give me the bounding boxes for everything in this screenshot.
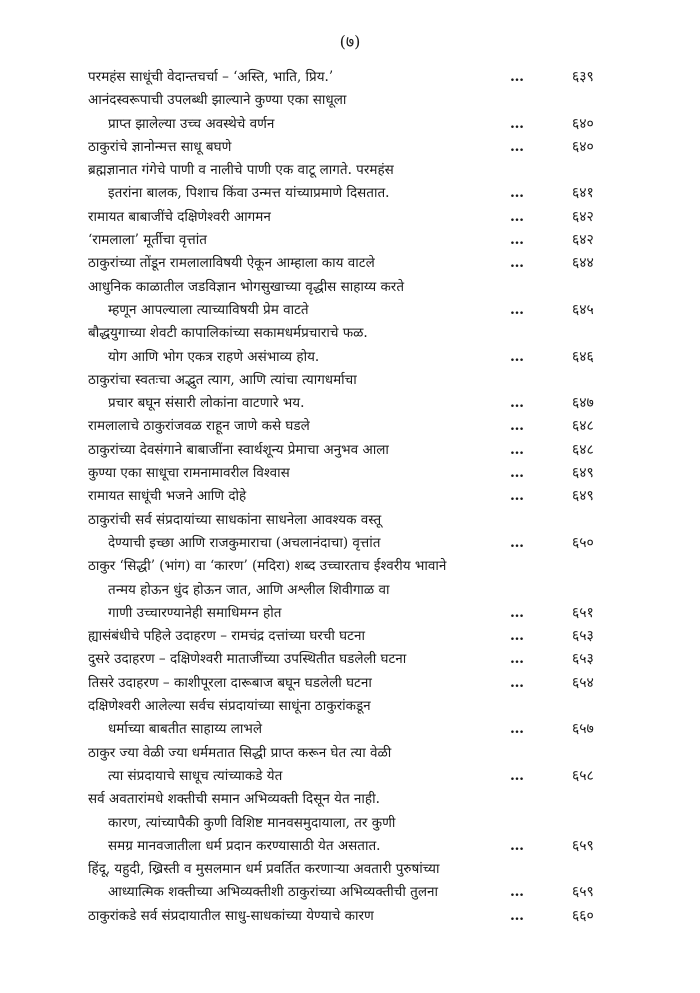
toc-page-number: ६३९	[572, 69, 594, 85]
toc-entry	[88, 672, 648, 695]
toc-leader-dots: …	[510, 604, 525, 621]
table-of-contents	[88, 66, 648, 928]
toc-entry-line: ठाकुर ज्या वेळी ज्या धर्ममतात सिद्धी प्राप्त करून घेत त्या वेळी	[88, 744, 392, 761]
toc-leader-dots: …	[510, 348, 525, 365]
toc-entry-line: समग्र मानवजातीला धर्म प्रदान करण्यासाठी येत असतात.	[108, 837, 381, 854]
toc-entry-line: धर्माच्या बाबतीत साहाय्य लाभले	[108, 721, 263, 738]
toc-entry	[88, 206, 648, 229]
toc-entry-line: इतरांना बालक, पिशाच किंवा उन्मत्त यांच्याप्रमाणे दिसतात.	[108, 185, 390, 202]
toc-leader-dots: …	[510, 651, 525, 668]
toc-page-number: ६५९	[572, 884, 594, 901]
toc-entry-line: प्रचार बघून संसारी लोकांना वाटणारे भय.	[108, 395, 305, 412]
toc-leader-dots: …	[510, 208, 525, 225]
toc-leader-dots: …	[510, 628, 525, 645]
toc-entry-line: योग आणि भोग एकत्र राहणे असंभाव्य होय.	[108, 348, 320, 365]
toc-entry-line: ‘रामलाला’ मूर्तीचा वृत्तांत	[88, 232, 207, 249]
toc-leader-dots: …	[510, 255, 525, 272]
toc-entry-line: रामायत बाबाजींचे दक्षिणेश्वरी आगमन	[88, 208, 271, 225]
toc-leader-dots: …	[510, 837, 525, 854]
toc-leader-dots: …	[510, 884, 525, 901]
toc-entry	[88, 788, 648, 858]
toc-entry-line: गाणी उच्चारण्यानेही समाधिमग्न होत	[108, 604, 282, 621]
toc-entry-line: ह्यासंबंधीचे पहिले उदाहरण – रामचंद्र दत्तांच्या घरची घटना	[88, 628, 365, 645]
toc-entry-line: कारण, त्यांच्यापैकी कुणी विशिष्ट मानवसमुदायाला, तर कुणी	[108, 814, 396, 831]
toc-page-number: ६५८	[572, 767, 594, 784]
toc-entry	[88, 695, 648, 742]
toc-page-number: ६५३	[572, 628, 594, 645]
toc-entry-line: रामायत साधूंची भजने आणि दोहे	[88, 488, 247, 505]
toc-entry	[88, 89, 648, 136]
toc-page-number: ६४४	[572, 255, 594, 272]
toc-entry	[88, 439, 648, 462]
toc-page-number: ६४१	[572, 185, 594, 202]
toc-leader-dots: …	[510, 232, 525, 249]
toc-leader-dots: …	[510, 138, 525, 155]
toc-leader-dots: …	[510, 465, 525, 482]
toc-page-number: ६५३	[572, 651, 594, 668]
toc-entry-line: ठाकुरांच्या तोंडून रामलालाविषयी ऐकून आम्हाला काय वाटले	[88, 255, 375, 272]
toc-entry-line: म्हणून आपल्याला त्याच्याविषयी प्रेम वाटते	[108, 301, 309, 318]
toc-page-number: ६५९	[572, 837, 594, 854]
toc-page-number: ६४२	[572, 208, 594, 225]
toc-leader-dots: …	[510, 185, 525, 202]
toc-entry-line: परमहंस साधूंची वेदान्तचर्चा – ‘अस्ति, भाति, प्रिय.’	[88, 69, 334, 85]
toc-entry-line: दुसरे उदाहरण – दक्षिणेश्वरी माताजींच्या उपस्थितीत घडलेली घटना	[88, 651, 407, 668]
toc-page-number: ६४८	[572, 441, 594, 458]
toc-entry	[88, 905, 648, 928]
toc-entry	[88, 229, 648, 252]
toc-entry	[88, 66, 648, 89]
toc-entry	[88, 462, 648, 485]
toc-leader-dots: …	[510, 441, 525, 458]
toc-entry	[88, 369, 648, 416]
toc-entry-line: ब्रह्मज्ञानात गंगेचे पाणी व नालीचे पाणी एक वाटू लागते. परमहंस	[88, 162, 394, 179]
toc-entry-line: सर्व अवतारांमधे शक्तीची समान अभिव्यक्ती दिसून येत नाही.	[88, 791, 380, 808]
toc-entry-line: ठाकुरांचे ज्ञानोन्मत्त साधू बघणे	[88, 138, 232, 155]
toc-leader-dots: …	[510, 115, 525, 132]
toc-page-number: ६४२	[572, 232, 594, 249]
toc-page-number: ६५४	[572, 674, 594, 691]
toc-page-number: ६४५	[572, 301, 594, 318]
toc-entry-line: कुण्या एका साधूचा रामनामावरील विश्वास	[88, 465, 290, 482]
toc-leader-dots: …	[510, 907, 525, 924]
toc-entry	[88, 648, 648, 671]
toc-entry	[88, 858, 648, 905]
toc-page-number: ६५०	[572, 534, 594, 551]
toc-entry	[88, 742, 648, 789]
toc-entry-line: तन्मय होऊन धुंद होऊन जात, आणि अश्लील शिवीगाळ वा	[108, 581, 390, 598]
toc-entry	[88, 485, 648, 508]
toc-leader-dots: …	[510, 69, 525, 85]
toc-entry	[88, 136, 648, 159]
toc-entry-line: ठाकुरांची सर्व संप्रदायांच्या साधकांना साधनेला आवश्यक वस्तू	[88, 511, 382, 528]
toc-entry	[88, 625, 648, 648]
toc-leader-dots: …	[510, 674, 525, 691]
toc-leader-dots: …	[510, 534, 525, 551]
toc-entry-line: ठाकुरांकडे सर्व संप्रदायातील साधु-साधकांच्या येण्याचे कारण	[88, 907, 374, 924]
toc-entry	[88, 276, 648, 323]
toc-entry	[88, 509, 648, 556]
toc-leader-dots: …	[510, 721, 525, 738]
toc-page-number: ६४६	[572, 348, 594, 365]
page-number: (७)	[339, 32, 361, 51]
toc-page-number: ६५७	[572, 721, 594, 738]
toc-entry-line: आनंदस्वरूपाची उपलब्धी झाल्याने कुण्या एका साधूला	[88, 92, 347, 109]
toc-entry-line: बौद्धयुगाच्या शेवटी कापालिकांच्या सकामधर्मप्रचाराचे फळ.	[88, 325, 368, 342]
toc-leader-dots: …	[510, 767, 525, 784]
toc-entry	[88, 252, 648, 275]
toc-entry-line: दक्षिणेश्वरी आलेल्या सर्वच संप्रदायांच्या साधूंना ठाकुरांकडून	[88, 698, 371, 715]
toc-entry	[88, 322, 648, 369]
toc-entry	[88, 159, 648, 206]
toc-leader-dots: …	[510, 301, 525, 318]
toc-leader-dots: …	[510, 418, 525, 435]
toc-page-number: ६४८	[572, 418, 594, 435]
toc-page-number: ६४०	[572, 115, 594, 132]
toc-entry	[88, 415, 648, 438]
toc-entry-line: ठाकुरांचा स्वतःचा अद्भुत त्याग, आणि त्यांचा त्यागधर्माचा	[88, 371, 357, 388]
toc-entry-line: आधुनिक काळातील जडविज्ञान भोगसुखाच्या वृद्धीस साहाय्य करते	[88, 278, 405, 295]
toc-leader-dots: …	[510, 488, 525, 505]
toc-page-number: ६४९	[572, 488, 594, 505]
toc-entry-line: आध्यात्मिक शक्तीच्या अभिव्यक्तीशी ठाकुरांच्या अभिव्यक्तीची तुलना	[108, 884, 438, 901]
toc-entry-line: ठाकुर ‘सिद्धी’ (भांग) वा ‘कारण’ (मदिरा) शब्द उच्चारताच ईश्वरीय भावाने	[88, 558, 447, 575]
toc-page-number: ६४७	[572, 395, 594, 412]
toc-page-number: ६५१	[572, 604, 594, 621]
toc-leader-dots: …	[510, 395, 525, 412]
toc-entry-line: प्राप्त झालेल्या उच्च अवस्थेचे वर्णन	[108, 115, 275, 132]
toc-page-number: ६४९	[572, 465, 594, 482]
toc-entry-line: हिंदू, यहुदी, ख्रिस्ती व मुसलमान धर्म प्रवर्तित करणाऱ्या अवतारी पुरुषांच्या	[88, 861, 440, 878]
toc-entry-line: रामलालाचे ठाकुरांजवळ राहून जाणे कसे घडले	[88, 418, 310, 435]
toc-entry-line: त्या संप्रदायाचे साधूच त्यांच्याकडे येत	[108, 767, 283, 784]
toc-entry-line: देण्याची इच्छा आणि राजकुमाराचा (अचलानंदाचा) वृत्तांत	[108, 534, 381, 551]
toc-entry-line: तिसरे उदाहरण – काशीपूरला दारूबाज बघून घडलेली घटना	[88, 674, 372, 691]
toc-page-number: ६६०	[572, 907, 594, 924]
toc-entry-line: ठाकुरांच्या देवसंगाने बाबाजींना स्वार्थशून्य प्रेमाचा अनुभव आला	[88, 441, 389, 458]
toc-entry	[88, 555, 648, 625]
toc-page-number: ६४०	[572, 138, 594, 155]
